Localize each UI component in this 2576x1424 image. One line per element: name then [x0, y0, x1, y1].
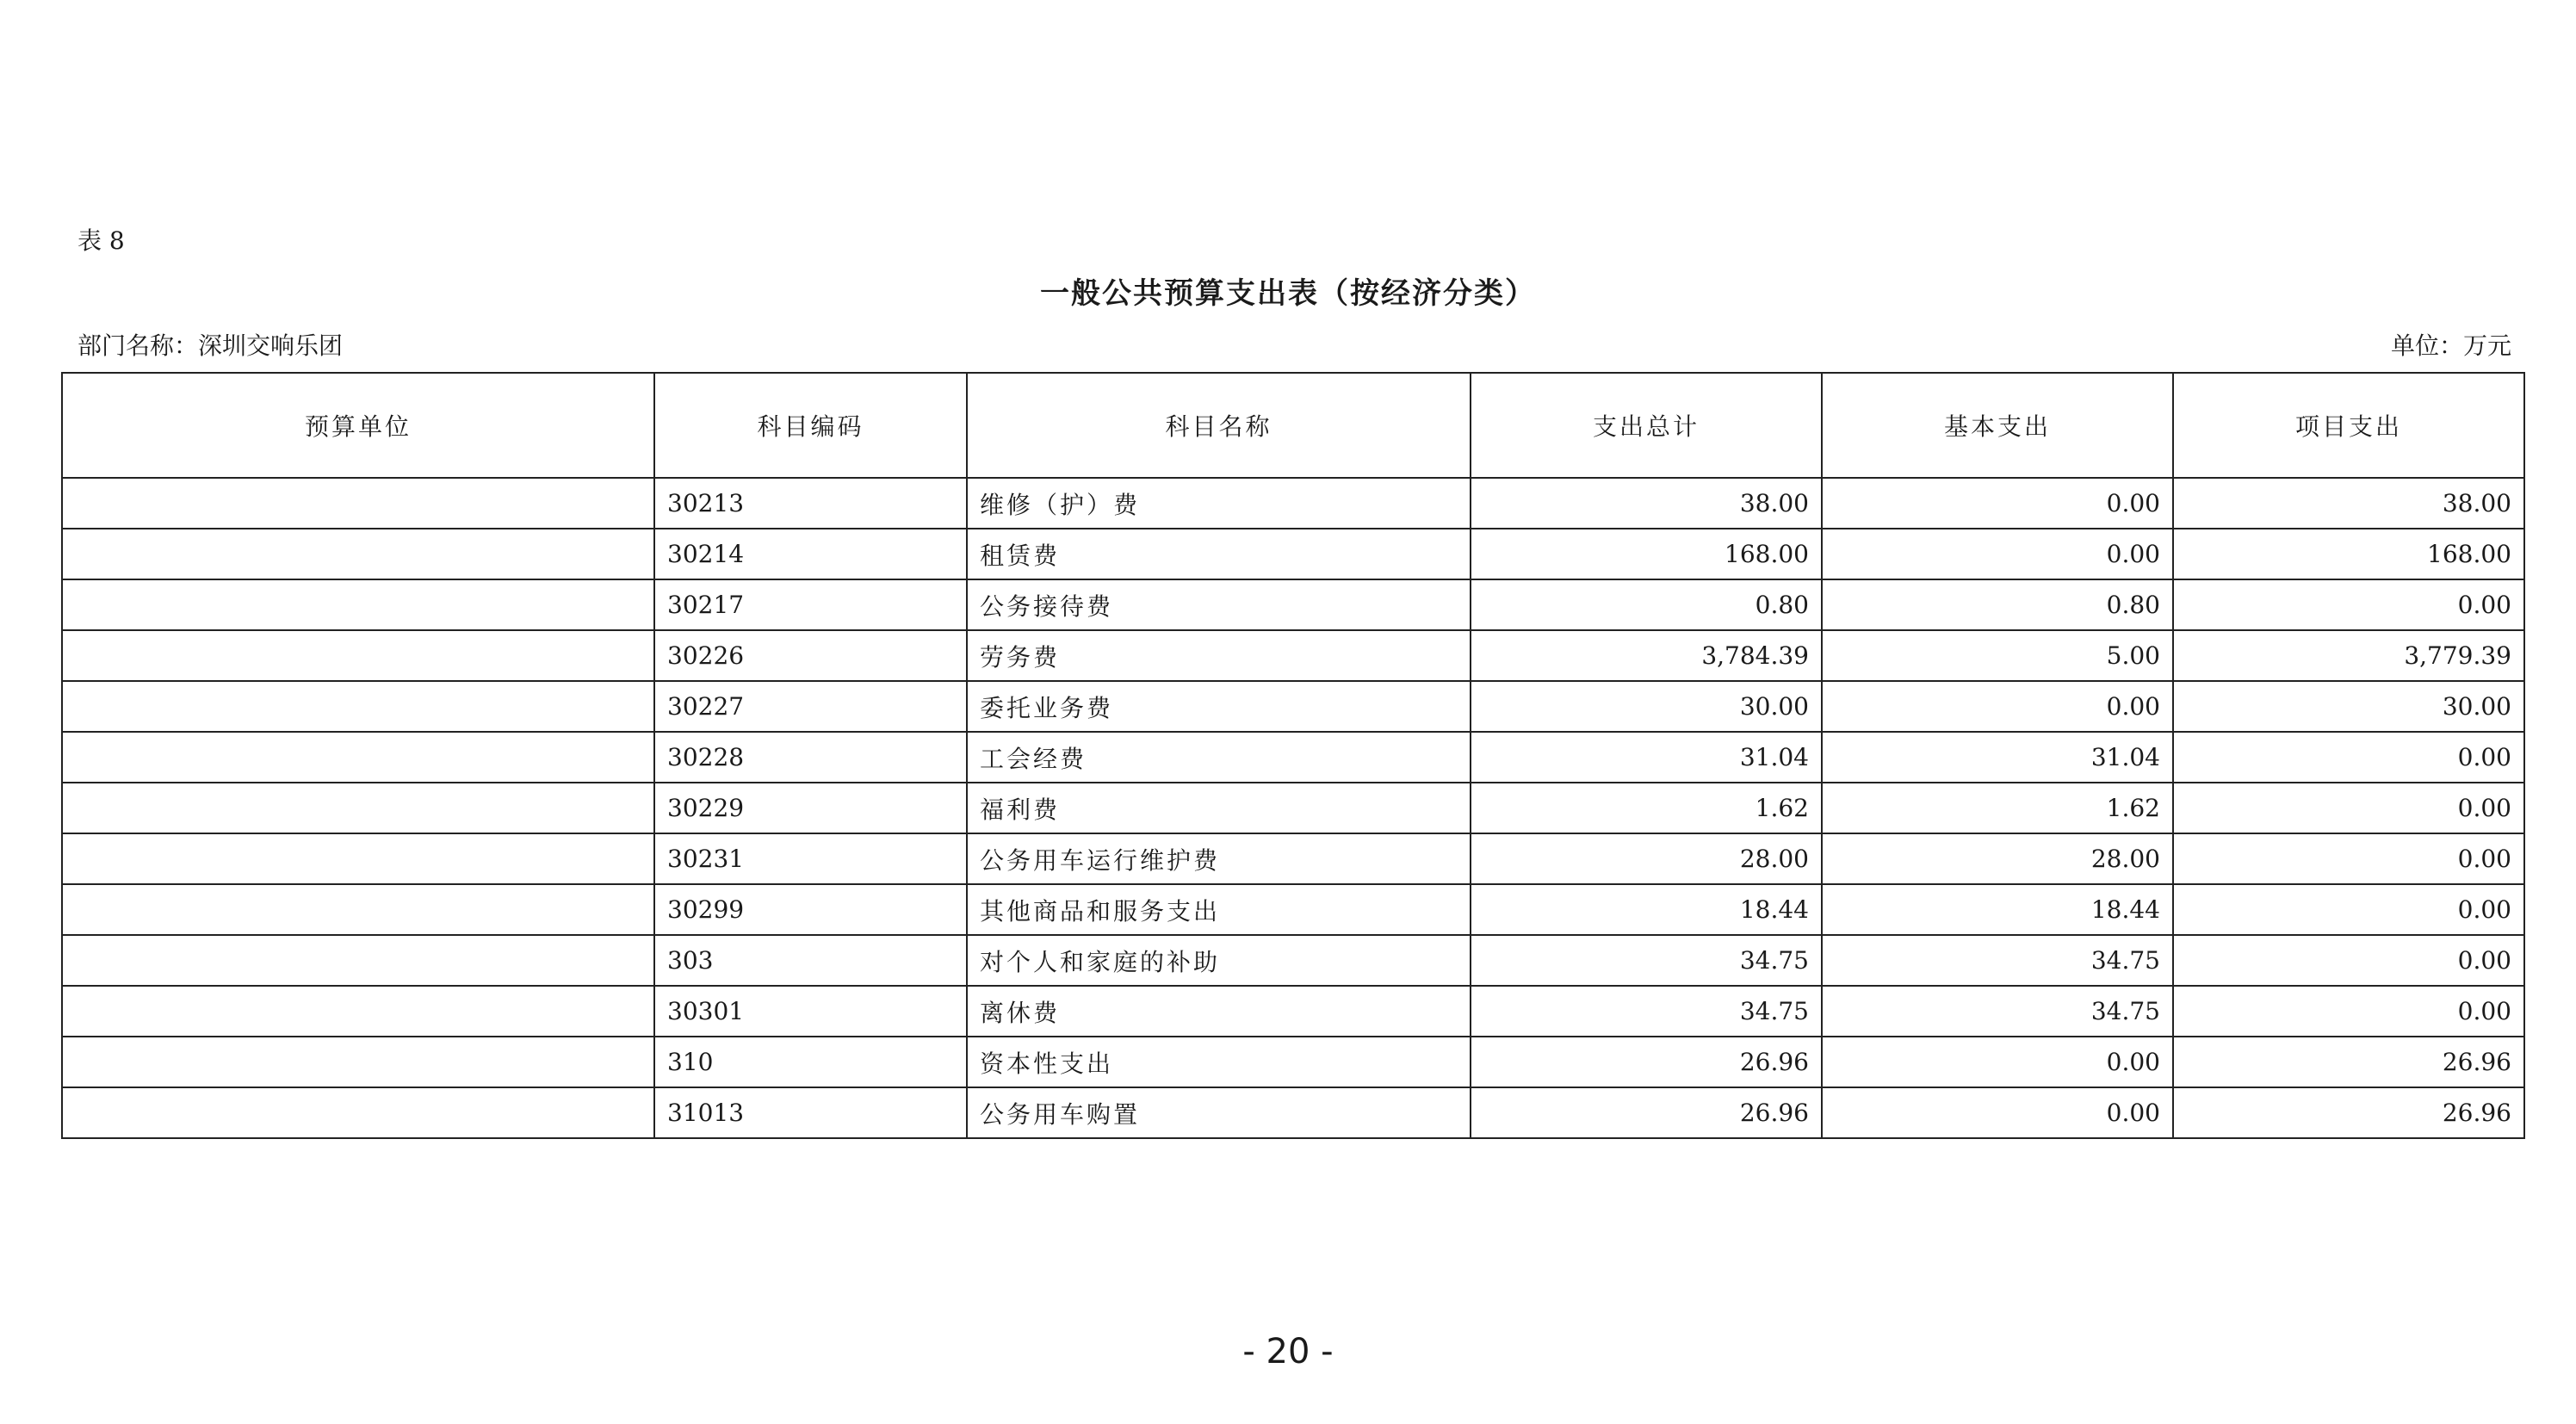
cell-basic-expenditure: 0.00	[1822, 478, 2173, 529]
cell-subject-code: 303	[654, 935, 967, 986]
table-row	[62, 630, 2524, 681]
cell-total-expenditure: 26.96	[1471, 1037, 1822, 1087]
cell-subject-name: 资本性支出	[967, 1037, 1471, 1087]
table-row	[62, 579, 2524, 630]
cell-subject-name: 公务用车运行维护费	[967, 833, 1471, 884]
cell-subject-code: 310	[654, 1037, 967, 1087]
cell-subject-code: 30214	[654, 529, 967, 579]
page-number: - 20 -	[1242, 1332, 1334, 1371]
cell-total-expenditure: 0.80	[1471, 579, 1822, 630]
cell-budget-unit	[62, 884, 654, 935]
cell-basic-expenditure: 1.62	[1822, 783, 2173, 833]
page-title: 一般公共预算支出表（按经济分类）	[1040, 276, 1536, 311]
cell-subject-name: 其他商品和服务支出	[967, 884, 1471, 935]
cell-project-expenditure: 0.00	[2173, 986, 2524, 1037]
cell-project-expenditure: 0.00	[2173, 783, 2524, 833]
table-row	[62, 935, 2524, 986]
cell-total-expenditure: 30.00	[1471, 681, 1822, 732]
cell-total-expenditure: 31.04	[1471, 732, 1822, 783]
cell-project-expenditure: 26.96	[2173, 1087, 2524, 1138]
cell-budget-unit	[62, 529, 654, 579]
table-row	[62, 1087, 2524, 1138]
cell-project-expenditure: 38.00	[2173, 478, 2524, 529]
column-header-basic-expenditure: 基本支出	[1822, 373, 2173, 478]
cell-subject-code: 30228	[654, 732, 967, 783]
cell-basic-expenditure: 31.04	[1822, 732, 2173, 783]
cell-subject-code: 30227	[654, 681, 967, 732]
cell-subject-code: 30231	[654, 833, 967, 884]
cell-subject-name: 维修（护）费	[967, 478, 1471, 529]
cell-total-expenditure: 26.96	[1471, 1087, 1822, 1138]
cell-budget-unit	[62, 1087, 654, 1138]
cell-budget-unit	[62, 732, 654, 783]
cell-basic-expenditure: 18.44	[1822, 884, 2173, 935]
cell-basic-expenditure: 28.00	[1822, 833, 2173, 884]
cell-total-expenditure: 28.00	[1471, 833, 1822, 884]
cell-budget-unit	[62, 935, 654, 986]
cell-project-expenditure: 26.96	[2173, 1037, 2524, 1087]
table-row	[62, 529, 2524, 579]
cell-subject-name: 对个人和家庭的补助	[967, 935, 1471, 986]
cell-project-expenditure: 0.00	[2173, 732, 2524, 783]
table-row	[62, 1037, 2524, 1087]
cell-subject-code: 31013	[654, 1087, 967, 1138]
cell-budget-unit	[62, 783, 654, 833]
cell-total-expenditure: 3,784.39	[1471, 630, 1822, 681]
cell-basic-expenditure: 0.00	[1822, 1037, 2173, 1087]
cell-budget-unit	[62, 630, 654, 681]
cell-project-expenditure: 3,779.39	[2173, 630, 2524, 681]
cell-project-expenditure: 0.00	[2173, 935, 2524, 986]
cell-total-expenditure: 18.44	[1471, 884, 1822, 935]
cell-subject-name: 租赁费	[967, 529, 1471, 579]
cell-project-expenditure: 168.00	[2173, 529, 2524, 579]
cell-budget-unit	[62, 1037, 654, 1087]
cell-project-expenditure: 0.00	[2173, 579, 2524, 630]
cell-basic-expenditure: 0.00	[1822, 681, 2173, 732]
table-label: 表 8	[77, 226, 125, 255]
cell-basic-expenditure: 34.75	[1822, 986, 2173, 1037]
cell-budget-unit	[62, 478, 654, 529]
cell-total-expenditure: 34.75	[1471, 935, 1822, 986]
cell-subject-name: 公务用车购置	[967, 1087, 1471, 1138]
unit-label: 单位：万元	[2390, 331, 2511, 360]
table-row	[62, 884, 2524, 935]
column-header-total-expenditure: 支出总计	[1471, 373, 1822, 478]
column-header-subject-name: 科目名称	[967, 373, 1471, 478]
column-header-budget-unit: 预算单位	[62, 373, 654, 478]
table-header-row	[62, 373, 2524, 478]
cell-total-expenditure: 34.75	[1471, 986, 1822, 1037]
cell-basic-expenditure: 0.00	[1822, 1087, 2173, 1138]
cell-project-expenditure: 0.00	[2173, 833, 2524, 884]
cell-basic-expenditure: 5.00	[1822, 630, 2173, 681]
cell-basic-expenditure: 0.00	[1822, 529, 2173, 579]
cell-total-expenditure: 38.00	[1471, 478, 1822, 529]
cell-subject-name: 公务接待费	[967, 579, 1471, 630]
cell-subject-code: 30213	[654, 478, 967, 529]
table-row	[62, 783, 2524, 833]
table-row	[62, 681, 2524, 732]
cell-subject-code: 30217	[654, 579, 967, 630]
cell-subject-name: 离休费	[967, 986, 1471, 1037]
column-header-project-expenditure: 项目支出	[2173, 373, 2524, 478]
cell-budget-unit	[62, 681, 654, 732]
cell-subject-name: 工会经费	[967, 732, 1471, 783]
cell-budget-unit	[62, 986, 654, 1037]
budget-table	[61, 372, 2525, 1139]
table-row	[62, 986, 2524, 1037]
department-name: 部门名称：深圳交响乐团	[77, 331, 344, 360]
cell-basic-expenditure: 0.80	[1822, 579, 2173, 630]
cell-total-expenditure: 168.00	[1471, 529, 1822, 579]
cell-project-expenditure: 30.00	[2173, 681, 2524, 732]
column-header-subject-code: 科目编码	[654, 373, 967, 478]
cell-subject-name: 福利费	[967, 783, 1471, 833]
table-row	[62, 833, 2524, 884]
cell-basic-expenditure: 34.75	[1822, 935, 2173, 986]
cell-subject-code: 30229	[654, 783, 967, 833]
cell-budget-unit	[62, 833, 654, 884]
table-body	[62, 478, 2524, 1138]
cell-subject-code: 30299	[654, 884, 967, 935]
cell-subject-code: 30301	[654, 986, 967, 1037]
cell-subject-name: 劳务费	[967, 630, 1471, 681]
table-row	[62, 732, 2524, 783]
cell-subject-name: 委托业务费	[967, 681, 1471, 732]
cell-budget-unit	[62, 579, 654, 630]
cell-subject-code: 30226	[654, 630, 967, 681]
table-row	[62, 478, 2524, 529]
cell-project-expenditure: 0.00	[2173, 884, 2524, 935]
cell-total-expenditure: 1.62	[1471, 783, 1822, 833]
